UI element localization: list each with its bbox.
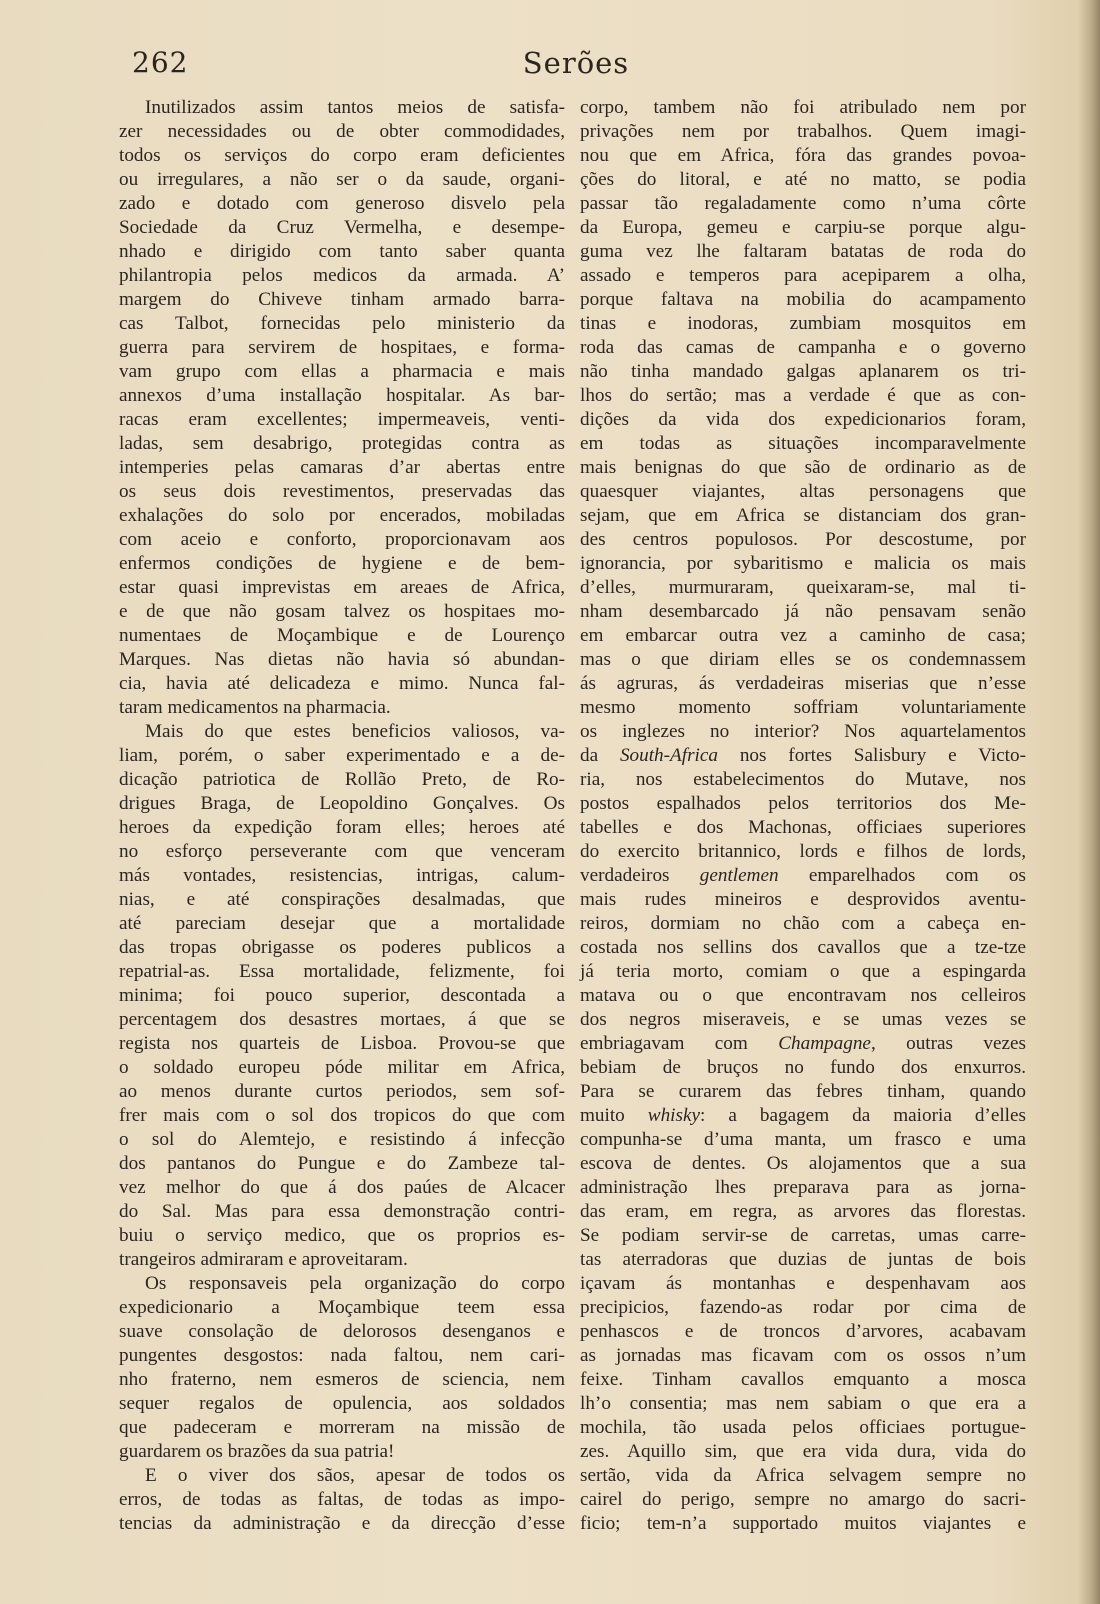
text-line: liam, porém, o saber experimentado e a de-: [119, 745, 565, 766]
text-line: guardarem os brazões da sua patria!: [119, 1441, 395, 1462]
text-line: [580, 1104, 1026, 1128]
text-line: dições da vida dos expedicionarios foram,: [580, 409, 1026, 430]
text-line: d’elles, murmuraram, queixaram-se, mal ti-: [580, 577, 1026, 598]
text-line: des centros populosos. Por descostume, por: [580, 529, 1026, 550]
text-line: no esforço perseverante com que venceram: [119, 841, 565, 862]
text-line: os seus dois revestimentos, preservadas das: [119, 481, 565, 502]
text-line: mais rudes mineiros e desprovidos aventu-: [580, 889, 1026, 910]
text-line: [580, 864, 1026, 888]
italic-term: whisky: [647, 1105, 701, 1126]
text-line: annexos d’uma installação hospitalar. As bar-: [119, 385, 565, 406]
text-line: lhos do sertão; mas a verdade é que as con-: [580, 385, 1026, 406]
text-line: lh’o consentia; mas nem sabiam o que era a: [580, 1393, 1026, 1414]
text-line: matava ou o que encontravam nos celleiros: [580, 985, 1026, 1006]
italic-term: Champagne: [778, 1033, 871, 1054]
text-line: até pareciam desejar que a mortalidade: [119, 913, 565, 934]
text-line: guerra para servirem de hospitaes, e forma-: [119, 337, 565, 358]
text-line: e de que não gosam talvez os hospitaes mo-: [119, 601, 565, 622]
text-line: drigues Braga, de Leopoldino Gonçalves. Os: [119, 793, 565, 814]
text-line: expedicionario a Moçambique teem essa: [119, 1297, 565, 1318]
text-line: bebiam de bruços no fundo dos enxurros.: [580, 1057, 1026, 1078]
text-line: da Europa, gemeu e carpiu-se porque algu-: [580, 217, 1026, 238]
journal-title: Serões: [522, 46, 630, 80]
text-segment: verdadeiros: [580, 865, 700, 886]
text-line: os inglezes no interior? Nos aquartelamentos: [580, 721, 1026, 742]
text-line: em todas as situações incomparavelmente: [580, 433, 1026, 454]
text-line: mas o que diriam elles se os condemnassem: [580, 649, 1026, 670]
text-line: administração lhes preparava para as jorna-: [580, 1177, 1026, 1198]
text-line: nham desembarcado já não pensavam senão: [580, 601, 1026, 622]
italic-term: gentlemen: [699, 865, 779, 886]
text-line: reiros, dormiam no chão com a cabeça en-: [580, 913, 1026, 934]
text-line: penhascos e de troncos d’arvores, acabavam: [580, 1321, 1026, 1342]
text-line: vez melhor do que á dos paúes de Alcacer: [119, 1177, 565, 1198]
text-line: ria, nos estabelecimentos do Mutave, nos: [580, 769, 1026, 790]
text-line: tinas e inodoras, zumbiam mosquitos em: [580, 313, 1026, 334]
text-line: racas eram excellentes; impermeaveis, venti-: [119, 409, 565, 430]
text-line: vam grupo com ellas a pharmacia e mais: [119, 361, 565, 382]
text-line: [580, 744, 1026, 768]
page-number: 262: [132, 46, 189, 79]
text-line: [580, 1032, 1026, 1056]
text-line: nho fraterno, nem esmeros de sciencia, nem: [119, 1369, 565, 1390]
text-line: minima; foi pouco superior, descontada a: [119, 985, 565, 1006]
text-line: ao menos durante curtos periodos, sem sof-: [119, 1081, 565, 1102]
text-line: nou que em Africa, fóra das grandes povoa-: [580, 145, 1026, 166]
text-line: das eram, em regra, as arvores das florestas.: [580, 1201, 1026, 1222]
text-line: zado e dotado com generoso disvelo pela: [119, 193, 565, 214]
text-segment: da: [580, 745, 620, 766]
text-line: taram medicamentos na pharmacia.: [119, 697, 391, 718]
text-line: das tropas obrigasse os poderes publicos a: [119, 937, 565, 958]
text-line: tencias da administração e da direcção d’esse: [119, 1513, 565, 1534]
text-line: cairel do perigo, sempre no amargo do sacri-: [580, 1489, 1026, 1510]
text-line: assado e temperos para acepiparem a olha,: [580, 265, 1026, 286]
text-line: Sociedade da Cruz Vermelha, e desempe-: [119, 217, 565, 238]
text-line: postos espalhados pelos territorios dos Me-: [580, 793, 1026, 814]
text-line: Se podiam servir-se de carretas, umas carre-: [580, 1225, 1026, 1246]
text-line: frer mais com o sol dos tropicos do que com: [119, 1105, 565, 1126]
text-line: do exercito britannico, lords e filhos de lords,: [580, 841, 1026, 862]
text-line: dicação patriotica de Rollão Preto, de Ro-: [119, 769, 565, 790]
text-line: o soldado europeu póde militar em Africa,: [119, 1057, 565, 1078]
text-line: más vontades, resistencias, intrigas, calum-: [119, 865, 565, 886]
text-line: içavam ás montanhas e despenhavam aos: [580, 1273, 1026, 1294]
text-line: não tinha mandado galgas aplanarem os tri-: [580, 361, 1026, 382]
text-line: philantropia pelos medicos da armada. A’: [119, 265, 565, 286]
text-line: Marques. Nas dietas não havia só abundan-: [119, 649, 565, 670]
running-head: [132, 46, 1020, 86]
text-line: compunha-se d’uma manta, um frasco e uma: [580, 1129, 1026, 1150]
text-line: suave consolação de delorosos desenganos e: [119, 1321, 565, 1342]
text-line: costada nos sellins dos cavallos que a tze-tze: [580, 937, 1026, 958]
text-segment: , outras vezes: [870, 1033, 1026, 1054]
text-line: dos pantanos do Pungue e do Zambeze tal-: [119, 1153, 565, 1174]
text-line: guma vez lhe faltaram batatas de roda do: [580, 241, 1026, 262]
text-line: do Sal. Mas para essa demonstração contri-: [119, 1201, 565, 1222]
text-line: Mais do que estes beneficios valiosos, va-: [145, 721, 565, 742]
text-line: estar quasi imprevistas em areaes de Africa,: [119, 577, 565, 598]
text-line: quaesquer viajantes, altas personagens que: [580, 481, 1026, 502]
text-line: ás agruras, ás verdadeiras miserias que n’esse: [580, 673, 1026, 694]
text-line: margem do Chiveve tinham armado barra-: [119, 289, 565, 310]
text-line: ções do litoral, e até no matto, se podia: [580, 169, 1026, 190]
text-line: corpo, tambem não foi atribulado nem por: [580, 97, 1026, 118]
text-line: sertão, vida da Africa selvagem sempre no: [580, 1465, 1026, 1486]
text-line: zer necessidades ou de obter commodidades,: [119, 121, 565, 142]
text-line: cia, havia até delicadeza e mimo. Nunca fal-: [119, 673, 565, 694]
text-line: zes. Aquillo sim, que era vida dura, vida do: [580, 1441, 1026, 1462]
text-line: heroes da expedição foram elles; heroes até: [119, 817, 565, 838]
italic-term: South-Africa: [619, 745, 718, 766]
text-line: que padeceram e morreram na missão de: [119, 1417, 565, 1438]
text-segment: : a bagagem da maioria d’elles: [700, 1105, 1026, 1126]
text-line: escova de dentes. Os alojamentos que a sua: [580, 1153, 1026, 1174]
text-line: pungentes desgostos: nada faltou, nem cari-: [119, 1345, 565, 1366]
text-line: privações nem por trabalhos. Quem imagi-: [580, 121, 1026, 142]
text-line: cas Talbot, fornecidas pelo ministerio da: [119, 313, 565, 334]
text-line: mais benignas do que são de ordinario as de: [580, 457, 1026, 478]
text-line: dos negros miseraveis, e se umas vezes se: [580, 1009, 1026, 1030]
text-line: roda das camas de campanha e o governo: [580, 337, 1026, 358]
text-line: ignorancia, por sybaritismo e malicia os mais: [580, 553, 1026, 574]
text-line: nias, e até conspirações desalmadas, que: [119, 889, 565, 910]
text-line: o sol do Alemtejo, e resistindo á infecção: [119, 1129, 565, 1150]
text-line: tabelles e dos Machonas, officiaes superiores: [580, 817, 1026, 838]
text-segment: emparelhados com os: [778, 865, 1026, 886]
text-segment: embriagavam com: [580, 1033, 779, 1054]
text-line: já teria morto, comiam o que a espingarda: [580, 961, 1026, 982]
text-line: erros, de todas as faltas, de todas as impo-: [119, 1489, 565, 1510]
text-line: regista nos quarteis de Lisboa. Provou-se que: [119, 1033, 565, 1054]
text-line: com aceio e conforto, proporcionavam aos: [119, 529, 565, 550]
text-line: Inutilizados assim tantos meios de satisfa-: [145, 97, 565, 118]
text-segment: muito: [580, 1105, 648, 1126]
text-line: numentaes de Moçambique e de Lourenço: [119, 625, 565, 646]
text-line: porque faltava na mobilia do acampamento: [580, 289, 1026, 310]
text-line: precipicios, fazendo-as rodar por cima de: [580, 1297, 1026, 1318]
text-line: as jornadas mas ficavam com os ossos n’um: [580, 1345, 1026, 1366]
right-text-column: [580, 96, 1026, 1536]
text-line: mesmo momento soffriam voluntariamente: [580, 697, 1026, 718]
text-line: ladas, sem desabrigo, protegidas contra as: [119, 433, 565, 454]
text-line: exhalações do solo por encerados, mobiladas: [119, 505, 565, 526]
text-line: sequer regalos de opulencia, aos soldados: [119, 1393, 565, 1414]
text-line: percentagem dos desastres mortaes, á que se: [119, 1009, 565, 1030]
text-line: Os responsaveis pela organização do corpo: [145, 1273, 565, 1294]
text-line: passar tão regaladamente como n’uma côrte: [580, 193, 1026, 214]
text-line: tas aterradoras que duzias de juntas de bois: [580, 1249, 1026, 1270]
text-line: Para se curarem das febres tinham, quando: [580, 1081, 1026, 1102]
text-line: enfermos condições de hygiene e de bem-: [119, 553, 565, 574]
text-line: repatrial-as. Essa mortalidade, felizmente, foi: [119, 961, 565, 982]
text-line: buiu o serviço medico, que os proprios es-: [119, 1225, 565, 1246]
binding-shadow: [1078, 0, 1100, 1604]
text-line: E o viver dos sãos, apesar de todos os: [145, 1465, 565, 1486]
text-line: nhado e dirigido com tanto saber quanta: [119, 241, 565, 262]
text-line: ou irregulares, a não ser o da saude, organi-: [119, 169, 565, 190]
text-line: todos os serviços do corpo eram deficientes: [119, 145, 565, 166]
text-line: em embarcar outra vez a caminho de casa;: [580, 625, 1026, 646]
left-text-column: [119, 96, 565, 1536]
text-line: intemperies pelas camaras d’ar abertas entre: [119, 457, 565, 478]
text-line: mochila, tão usada pelos officiaes portugue-: [580, 1417, 1026, 1438]
text-line: feixe. Tinham cavallos emquanto a mosca: [580, 1369, 1026, 1390]
text-segment: nos fortes Salisbury e Victo-: [718, 745, 1026, 766]
text-line: trangeiros admiraram e aproveitaram.: [119, 1249, 408, 1270]
text-line: ficio; tem-n’a supportado muitos viajantes e: [580, 1513, 1026, 1534]
text-line: sejam, que em Africa se distanciam dos gran-: [580, 505, 1026, 526]
